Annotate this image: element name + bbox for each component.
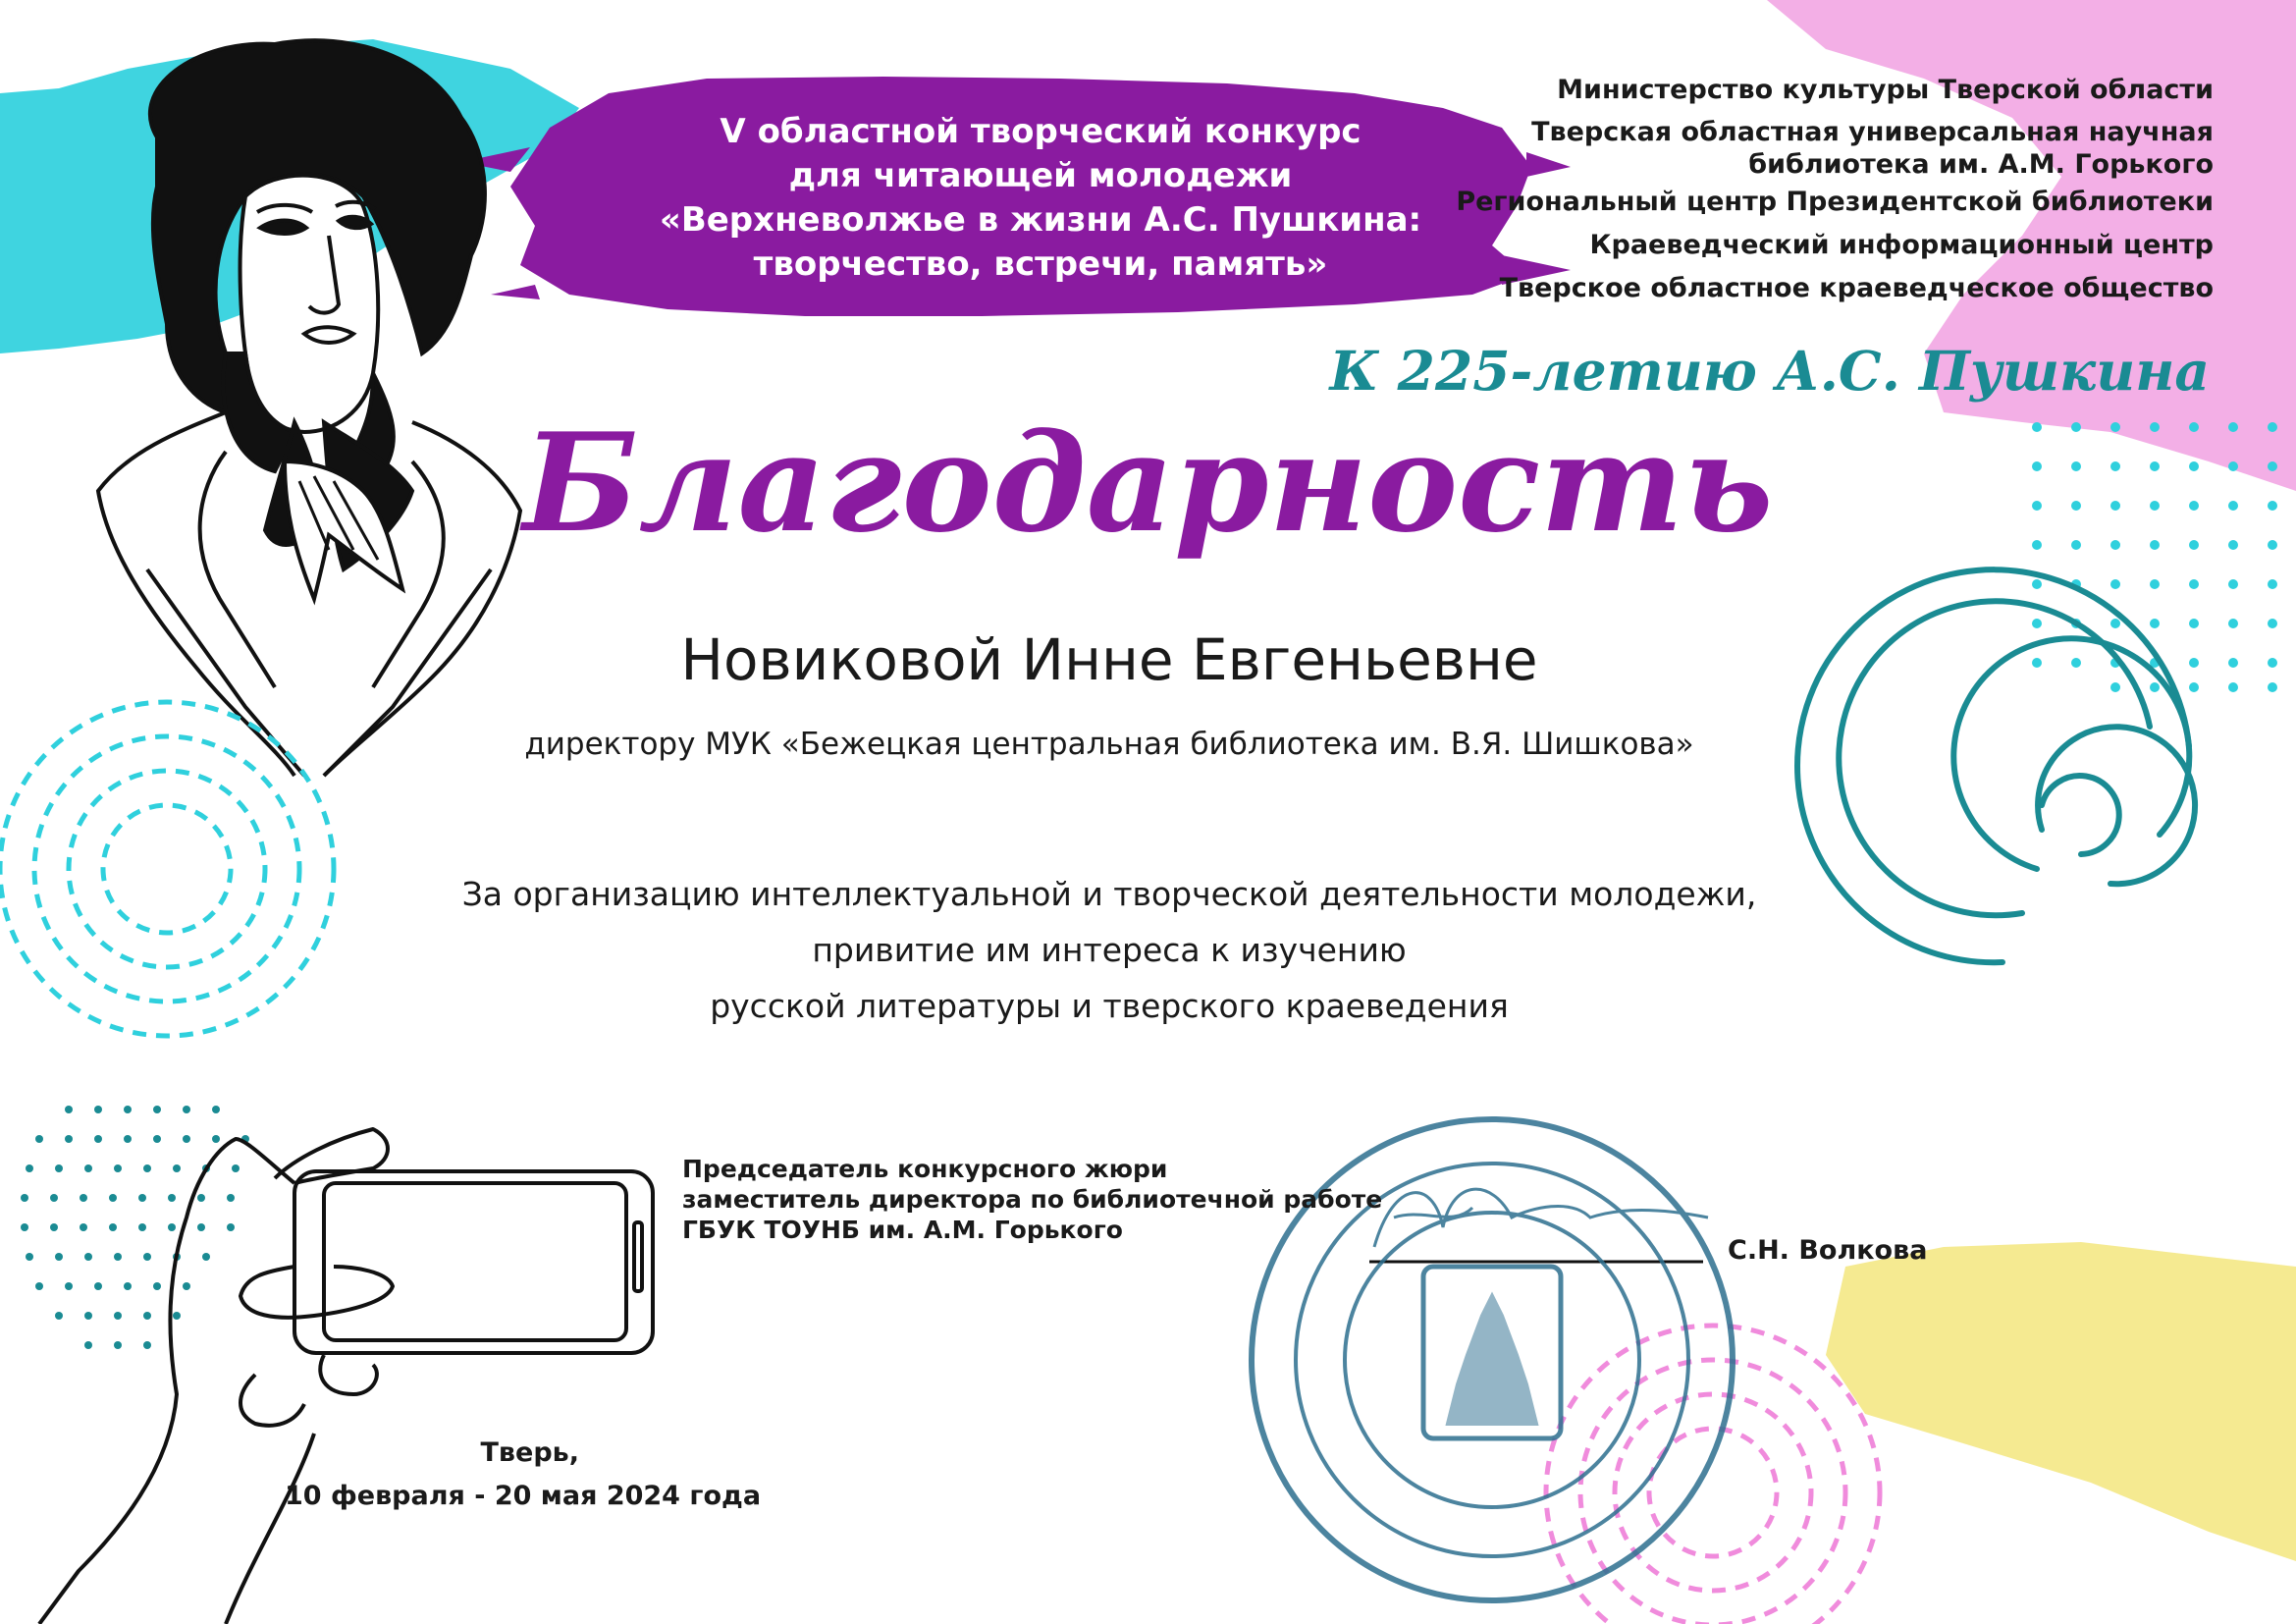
anniversary-tagline: К 225-летию А.С. Пушкина [1329,339,2210,403]
award-reason [0,866,2218,1034]
contest-title-line: V областной творческий конкурс [720,112,1362,151]
organization-item: Министерство культуры Тверской области [1557,75,2214,105]
certificate-title: Благодарность [522,403,1774,563]
contest-title [550,110,1531,287]
organization-item: Краеведческий информационный центр [1589,230,2214,260]
award-reason-line: русской литературы и тверского краеведения [710,987,1509,1025]
contest-title-line: творчество, встречи, память» [753,244,1328,284]
place-date [285,1432,762,1518]
recipient-name: Новиковой Инне Евгеньевне [680,626,1538,693]
contest-title-line: для читающей молодежи [788,156,1293,195]
organizations-list [1456,69,2214,310]
signatory-title-line: Председатель конкурсного жюри [682,1155,1168,1183]
contest-title-line: «Верхневолжье в жизни А.С. Пушкина: [659,200,1422,240]
signatory-title [682,1154,1382,1245]
place-city: Тверь, [480,1437,579,1468]
organization-item: Тверская областная универсальная научная [1531,117,2214,147]
yellow-brush-stroke [1826,1242,2296,1561]
award-reason-line: привитие им интереса к изучению [812,931,1407,969]
organization-item: Тверское областное краеведческое общество [1499,273,2214,303]
teal-dot-circle [21,1106,249,1349]
organization-item: библиотека им. А.М. Горького [1748,149,2214,180]
signatory-title-line: ГБУК ТОУНБ им. А.М. Горького [682,1216,1123,1244]
signatory-title-line: заместитель директора по библиотечной работе [682,1185,1383,1214]
hand-phone-illustration [39,1129,762,1624]
organization-item: Региональный центр Президентской библиотеки [1456,187,2214,217]
award-reason-line: За организацию интеллектуальной и творческой деятельности молодежи, [461,875,1757,913]
date-range: 10 февраля - 20 мая 2024 года [285,1481,762,1511]
recipient-position: директору МУК «Бежецкая центральная библиотека им. В.Я. Шишкова» [524,727,1694,762]
signatory-name: С.Н. Волкова [1728,1235,1928,1266]
